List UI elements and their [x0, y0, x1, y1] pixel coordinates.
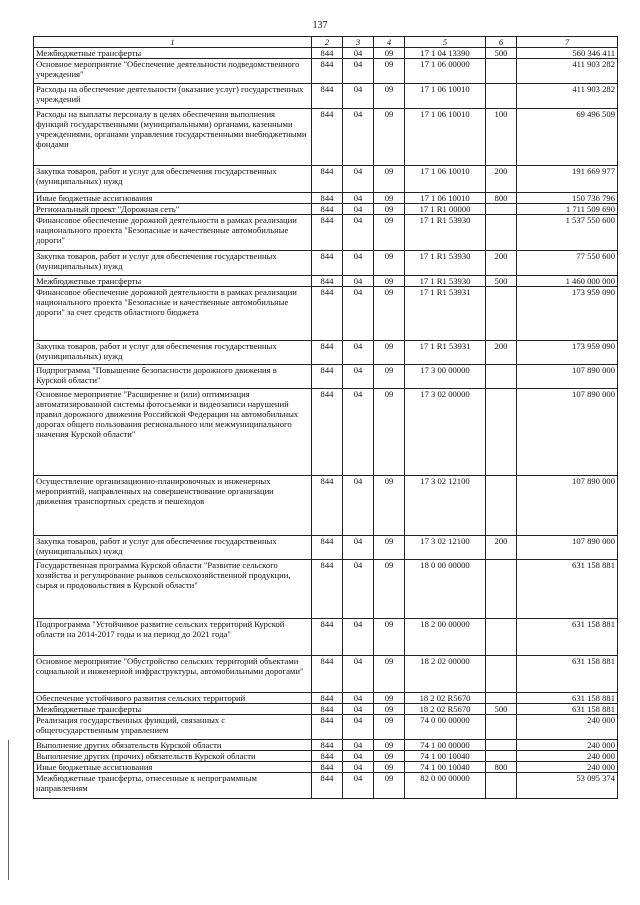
- cell-code-2: 844: [312, 619, 343, 656]
- row-label: Межбюджетные трансферты: [34, 704, 312, 715]
- cell-code-3: 04: [343, 287, 374, 341]
- cell-code-2: 844: [312, 762, 343, 773]
- cell-code-3: 04: [343, 276, 374, 287]
- cell-code-2: 844: [312, 704, 343, 715]
- cell-code-5: 17 1 R1 53930: [405, 251, 486, 276]
- row-label: Иные бюджетные ассигнования: [34, 762, 312, 773]
- cell-code-4: 09: [374, 287, 405, 341]
- cell-code-6: [486, 751, 517, 762]
- cell-code-4: 09: [374, 59, 405, 84]
- cell-amount: 69 496 509: [517, 109, 618, 166]
- cell-code-6: 200: [486, 166, 517, 193]
- cell-code-2: 844: [312, 166, 343, 193]
- cell-code-5: 17 1 R1 53930: [405, 215, 486, 251]
- cell-code-3: 04: [343, 656, 374, 693]
- cell-amount: 107 890 000: [517, 476, 618, 536]
- table-row: [34, 287, 618, 341]
- table-row: [34, 704, 618, 715]
- table-row: [34, 251, 618, 276]
- cell-amount: 173 959 090: [517, 287, 618, 341]
- cell-amount: 1 537 550 600: [517, 215, 618, 251]
- cell-amount: 631 158 881: [517, 656, 618, 693]
- page-number: 137: [312, 20, 328, 31]
- cell-code-5: 18 2 02 R5670: [405, 704, 486, 715]
- row-label: Региональный проект "Дорожная сеть": [34, 204, 312, 215]
- cell-code-6: [486, 693, 517, 704]
- header-cell: 1: [34, 37, 312, 48]
- cell-code-2: 844: [312, 560, 343, 619]
- cell-amount: 631 158 881: [517, 704, 618, 715]
- cell-code-5: 17 1 04 13390: [405, 48, 486, 59]
- cell-code-5: 18 0 00 00000: [405, 560, 486, 619]
- cell-code-3: 04: [343, 536, 374, 560]
- cell-code-2: 844: [312, 84, 343, 109]
- header-cell: 7: [517, 37, 618, 48]
- cell-code-3: 04: [343, 619, 374, 656]
- cell-code-3: 04: [343, 365, 374, 389]
- cell-amount: 191 669 977: [517, 166, 618, 193]
- header-cell: 5: [405, 37, 486, 48]
- cell-code-6: [486, 59, 517, 84]
- row-label: Выполнение других (прочих) обязательств Курской области: [34, 751, 312, 762]
- cell-code-5: 18 2 02 00000: [405, 656, 486, 693]
- row-label: Закупка товаров, работ и услуг для обеспечения государственных (муниципальных) нужд: [34, 251, 312, 276]
- table-row: [34, 215, 618, 251]
- cell-code-3: 04: [343, 341, 374, 365]
- table-body: [34, 48, 618, 799]
- cell-code-4: 09: [374, 656, 405, 693]
- cell-code-5: 74 1 00 10040: [405, 751, 486, 762]
- row-label: Иные бюджетные ассигнования: [34, 193, 312, 204]
- cell-code-2: 844: [312, 204, 343, 215]
- cell-code-6: [486, 389, 517, 476]
- cell-code-6: 200: [486, 251, 517, 276]
- row-label: Финансовое обеспечение дорожной деятельности в рамках реализации национального проекта "Безопасные и качественные автомобильные дороги" за счет средств областного бюджета: [34, 287, 312, 341]
- cell-code-3: 04: [343, 215, 374, 251]
- cell-amount: 150 736 796: [517, 193, 618, 204]
- cell-code-5: 17 1 R1 00000: [405, 204, 486, 215]
- cell-code-2: 844: [312, 215, 343, 251]
- table-header-row: [34, 37, 618, 48]
- cell-code-2: 844: [312, 536, 343, 560]
- cell-code-6: [486, 560, 517, 619]
- table-row: [34, 560, 618, 619]
- cell-code-4: 09: [374, 751, 405, 762]
- cell-code-4: 09: [374, 48, 405, 59]
- cell-code-6: [486, 740, 517, 751]
- header-cell: 6: [486, 37, 517, 48]
- cell-code-2: 844: [312, 751, 343, 762]
- cell-amount: 631 158 881: [517, 619, 618, 656]
- row-label: Обеспечение устойчивого развития сельских территорий: [34, 693, 312, 704]
- cell-code-2: 844: [312, 773, 343, 799]
- cell-code-6: [486, 84, 517, 109]
- row-label: Расходы на обеспечение деятельности (оказание услуг) государственных учреждений: [34, 84, 312, 109]
- cell-code-6: 800: [486, 762, 517, 773]
- row-label: Основное мероприятие "Обустройство сельских территорий объектами социальной и инженерной инфраструктуры, автомобильными дорогами": [34, 656, 312, 693]
- cell-amount: 411 903 282: [517, 59, 618, 84]
- row-label: Государственная программа Курской области "Развитие сельского хозяйства и регулирование рынков сельскохозяйственной продукции, сырья и продовольствия в Курской области": [34, 560, 312, 619]
- cell-code-4: 09: [374, 715, 405, 740]
- cell-code-5: 17 1 06 10010: [405, 166, 486, 193]
- cell-amount: 107 890 000: [517, 389, 618, 476]
- cell-code-3: 04: [343, 693, 374, 704]
- cell-code-2: 844: [312, 656, 343, 693]
- cell-code-4: 09: [374, 204, 405, 215]
- cell-amount: 411 903 282: [517, 84, 618, 109]
- cell-code-3: 04: [343, 204, 374, 215]
- cell-code-4: 09: [374, 341, 405, 365]
- cell-code-6: 200: [486, 536, 517, 560]
- cell-code-4: 09: [374, 276, 405, 287]
- cell-code-3: 04: [343, 389, 374, 476]
- table-row: [34, 276, 618, 287]
- cell-code-5: 17 3 02 12100: [405, 476, 486, 536]
- cell-code-6: [486, 656, 517, 693]
- cell-amount: 560 346 411: [517, 48, 618, 59]
- table-row: [34, 59, 618, 84]
- cell-code-6: [486, 287, 517, 341]
- row-label: Расходы на выплаты персоналу в целях обеспечения выполнения функций государственными (муниципальными) органами, казенными учреждениями, органами управления государственными внебюджетными фондами: [34, 109, 312, 166]
- cell-code-2: 844: [312, 109, 343, 166]
- row-label: Основное мероприятие "Обеспечение деятельности подведомственного учреждения": [34, 59, 312, 84]
- table-row: [34, 693, 618, 704]
- cell-code-4: 09: [374, 166, 405, 193]
- cell-amount: 1 711 509 690: [517, 204, 618, 215]
- table-row: [34, 341, 618, 365]
- table-row: [34, 389, 618, 476]
- cell-code-2: 844: [312, 341, 343, 365]
- cell-code-4: 09: [374, 215, 405, 251]
- cell-code-5: 82 0 00 00000: [405, 773, 486, 799]
- cell-amount: 240 000: [517, 740, 618, 751]
- cell-code-2: 844: [312, 276, 343, 287]
- cell-code-5: 17 3 02 00000: [405, 389, 486, 476]
- cell-code-2: 844: [312, 715, 343, 740]
- cell-amount: 53 095 374: [517, 773, 618, 799]
- cell-amount: 240 000: [517, 715, 618, 740]
- table-row: [34, 476, 618, 536]
- row-label: Финансовое обеспечение дорожной деятельности в рамках реализации национального проекта "Безопасные и качественные автомобильные дороги": [34, 215, 312, 251]
- cell-code-4: 09: [374, 740, 405, 751]
- cell-code-5: 17 1 06 00000: [405, 59, 486, 84]
- cell-code-3: 04: [343, 704, 374, 715]
- cell-code-4: 09: [374, 536, 405, 560]
- row-label: Межбюджетные трансферты, отнесенные к непрограммным направлениям: [34, 773, 312, 799]
- row-label: Подпрограмма "Устойчивое развитие сельских территорий Курской области на 2014-2017 годы и на период до 2021 года": [34, 619, 312, 656]
- header-cell: 3: [343, 37, 374, 48]
- table-row: [34, 204, 618, 215]
- cell-code-6: [486, 204, 517, 215]
- cell-code-5: 17 1 06 10010: [405, 193, 486, 204]
- cell-code-4: 09: [374, 773, 405, 799]
- cell-code-4: 09: [374, 193, 405, 204]
- cell-code-4: 09: [374, 389, 405, 476]
- cell-code-3: 04: [343, 251, 374, 276]
- cell-code-2: 844: [312, 193, 343, 204]
- cell-code-6: [486, 365, 517, 389]
- table-row: [34, 715, 618, 740]
- row-label: Подпрограмма "Повышение безопасности дорожного движения в Курской области": [34, 365, 312, 389]
- cell-code-5: 17 3 02 12100: [405, 536, 486, 560]
- cell-code-6: 500: [486, 276, 517, 287]
- table-row: [34, 365, 618, 389]
- cell-code-4: 09: [374, 84, 405, 109]
- cell-code-3: 04: [343, 193, 374, 204]
- cell-code-3: 04: [343, 59, 374, 84]
- cell-code-4: 09: [374, 476, 405, 536]
- cell-amount: 107 890 000: [517, 365, 618, 389]
- cell-code-5: 74 0 00 00000: [405, 715, 486, 740]
- cell-amount: 77 550 600: [517, 251, 618, 276]
- row-label: Закупка товаров, работ и услуг для обеспечения государственных (муниципальных) нужд: [34, 536, 312, 560]
- row-label: Закупка товаров, работ и услуг для обеспечения государственных (муниципальных) нужд: [34, 166, 312, 193]
- row-label: Межбюджетные трансферты: [34, 276, 312, 287]
- cell-amount: 631 158 881: [517, 560, 618, 619]
- cell-code-5: 17 1 06 10010: [405, 84, 486, 109]
- cell-code-3: 04: [343, 560, 374, 619]
- cell-code-3: 04: [343, 84, 374, 109]
- table-row: [34, 166, 618, 193]
- cell-code-3: 04: [343, 715, 374, 740]
- cell-code-4: 09: [374, 619, 405, 656]
- cell-code-2: 844: [312, 59, 343, 84]
- cell-code-4: 09: [374, 693, 405, 704]
- cell-code-2: 844: [312, 251, 343, 276]
- cell-code-3: 04: [343, 762, 374, 773]
- cell-code-5: 17 1 06 10010: [405, 109, 486, 166]
- table-row: [34, 619, 618, 656]
- header-cell: 4: [374, 37, 405, 48]
- cell-code-4: 09: [374, 560, 405, 619]
- row-label: Межбюджетные трансферты: [34, 48, 312, 59]
- table-row: [34, 762, 618, 773]
- table-row: [34, 740, 618, 751]
- cell-code-5: 18 2 00 00000: [405, 619, 486, 656]
- cell-amount: 107 890 000: [517, 536, 618, 560]
- table-row: [34, 84, 618, 109]
- cell-amount: 240 000: [517, 751, 618, 762]
- cell-code-5: 17 1 R1 53930: [405, 276, 486, 287]
- cell-code-3: 04: [343, 109, 374, 166]
- cell-code-4: 09: [374, 109, 405, 166]
- cell-code-5: 18 2 02 R5670: [405, 693, 486, 704]
- table-row: [34, 751, 618, 762]
- table-row: [34, 536, 618, 560]
- cell-amount: 240 000: [517, 762, 618, 773]
- cell-code-4: 09: [374, 365, 405, 389]
- table-row: [34, 109, 618, 166]
- cell-code-3: 04: [343, 476, 374, 536]
- cell-code-3: 04: [343, 48, 374, 59]
- table-row: [34, 48, 618, 59]
- cell-amount: 1 460 000 000: [517, 276, 618, 287]
- cell-code-6: 200: [486, 341, 517, 365]
- cell-code-2: 844: [312, 476, 343, 536]
- table-row: [34, 193, 618, 204]
- cell-code-4: 09: [374, 762, 405, 773]
- cell-code-6: [486, 476, 517, 536]
- row-label: Закупка товаров, работ и услуг для обеспечения государственных (муниципальных) нужд: [34, 341, 312, 365]
- cell-code-6: 100: [486, 109, 517, 166]
- cell-code-2: 844: [312, 287, 343, 341]
- cell-code-5: 17 1 R1 53931: [405, 341, 486, 365]
- cell-code-3: 04: [343, 773, 374, 799]
- cell-code-2: 844: [312, 389, 343, 476]
- cell-code-2: 844: [312, 693, 343, 704]
- cell-amount: 631 158 881: [517, 693, 618, 704]
- scan-margin-line: [8, 740, 9, 880]
- cell-code-2: 844: [312, 365, 343, 389]
- row-label: Осуществление организационно-планировочных и инженерных мероприятий, направленных на совершенствование организации движения транспортных средств и пешеходов: [34, 476, 312, 536]
- table-row: [34, 773, 618, 799]
- row-label: Основное мероприятие "Расширение и (или) оптимизация автоматизированной системы фотосъемки и видеозаписи нарушений правил дорожного движения Российской Федерации на автомобильных дорогах общего пользования регионального или межмуниципального значения Курской области": [34, 389, 312, 476]
- budget-table: [33, 36, 618, 799]
- cell-code-6: [486, 773, 517, 799]
- row-label: Выполнение других обязательств Курской области: [34, 740, 312, 751]
- cell-code-5: 17 3 00 00000: [405, 365, 486, 389]
- cell-code-6: 500: [486, 704, 517, 715]
- table-row: [34, 656, 618, 693]
- cell-code-2: 844: [312, 740, 343, 751]
- cell-code-2: 844: [312, 48, 343, 59]
- cell-code-5: 17 1 R1 53931: [405, 287, 486, 341]
- cell-code-6: [486, 215, 517, 251]
- row-label: Реализация государственных функций, связанных с общегосударственным управлением: [34, 715, 312, 740]
- cell-code-4: 09: [374, 251, 405, 276]
- cell-code-5: 74 1 00 00000: [405, 740, 486, 751]
- cell-code-6: [486, 619, 517, 656]
- cell-amount: 173 959 090: [517, 341, 618, 365]
- cell-code-4: 09: [374, 704, 405, 715]
- cell-code-3: 04: [343, 740, 374, 751]
- cell-code-6: 500: [486, 48, 517, 59]
- cell-code-6: [486, 715, 517, 740]
- cell-code-6: 800: [486, 193, 517, 204]
- cell-code-5: 74 1 00 10040: [405, 762, 486, 773]
- cell-code-3: 04: [343, 166, 374, 193]
- cell-code-3: 04: [343, 751, 374, 762]
- header-cell: 2: [312, 37, 343, 48]
